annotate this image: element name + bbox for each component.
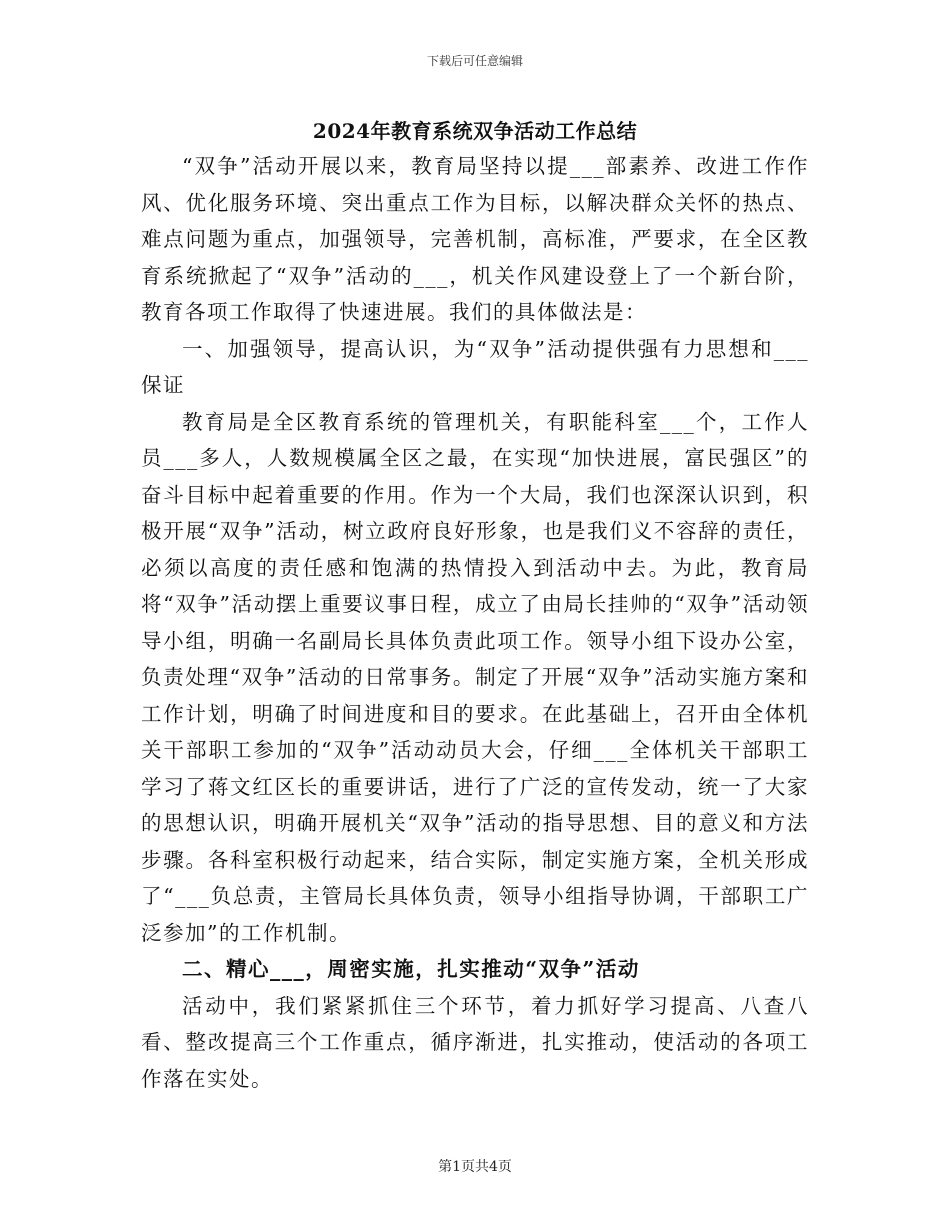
section-heading-1: 一、加强领导，提高认识，为“双争”活动提供强有力思想和___保证 xyxy=(141,336,809,397)
header-note: 下载后可任意编辑 xyxy=(426,54,523,68)
document-body xyxy=(141,148,809,1097)
section-heading-2: 二、精心___，周密实施，扎实推动“双争”活动 xyxy=(182,957,640,981)
section-2-paragraph: 活动中，我们紧紧抓住三个环节，着力抓好学习提高、八查八看、整改提高三个工作重点，循序渐进，扎实推动，使活动的各项工作落在实处。 xyxy=(141,993,809,1091)
section-1-paragraph: 教育局是全区教育系统的管理机关，有职能科室___个，工作人员___多人，人数规模属全区之最，在实现“加快进展，富民强区”的奋斗目标中起着重要的作用。作为一个大局，我们也深深认识到，积极开展“双争”活动，树立政府良好形象，也是我们义不容辞的责任，必须以高度的责任感和饱满的热情投入到活动中去。为此，教育局将“双争”活动摆上重要议事日程，成立了由局长挂帅的“双争”活动领导小组，明确一名副局长具体负责此项工作。领导小组下设办公室，负责处理“双争”活动的日常事务。制定了开展“双争”活动实施方案和工作计划，明确了时间进度和目的要求。在此基础上，召开由全体机关干部职工参加的“双争”活动动员大会，仔细___全体机关干部职工学习了蒋文红区长的重要讲话，进行了广泛的宣传发动，统一了大家的思想认识，明确开展机关“双争”活动的指导思想、目的意义和方法步骤。各科室积极行动起来，结合实际，制定实施方案，全机关形成了“___负总责，主管局长具体负责，领导小组指导协调，干部职工广泛参加”的工作机制。 xyxy=(141,409,809,945)
page-footer: 第1页共4页 xyxy=(438,1159,512,1175)
document-title: 2024年教育系统双争活动工作总结 xyxy=(312,119,638,143)
intro-paragraph: “双争”活动开展以来，教育局坚持以提___部素养、改进工作作风、优化服务环境、突出重点工作为目标，以解决群众关怀的热点、难点问题为重点，加强领导，完善机制，高标准，严要求，在全区教育系统掀起了“双争”活动的___，机关作风建设登上了一个新台阶，教育各项工作取得了快速进展。我们的具体做法是： xyxy=(141,154,809,324)
